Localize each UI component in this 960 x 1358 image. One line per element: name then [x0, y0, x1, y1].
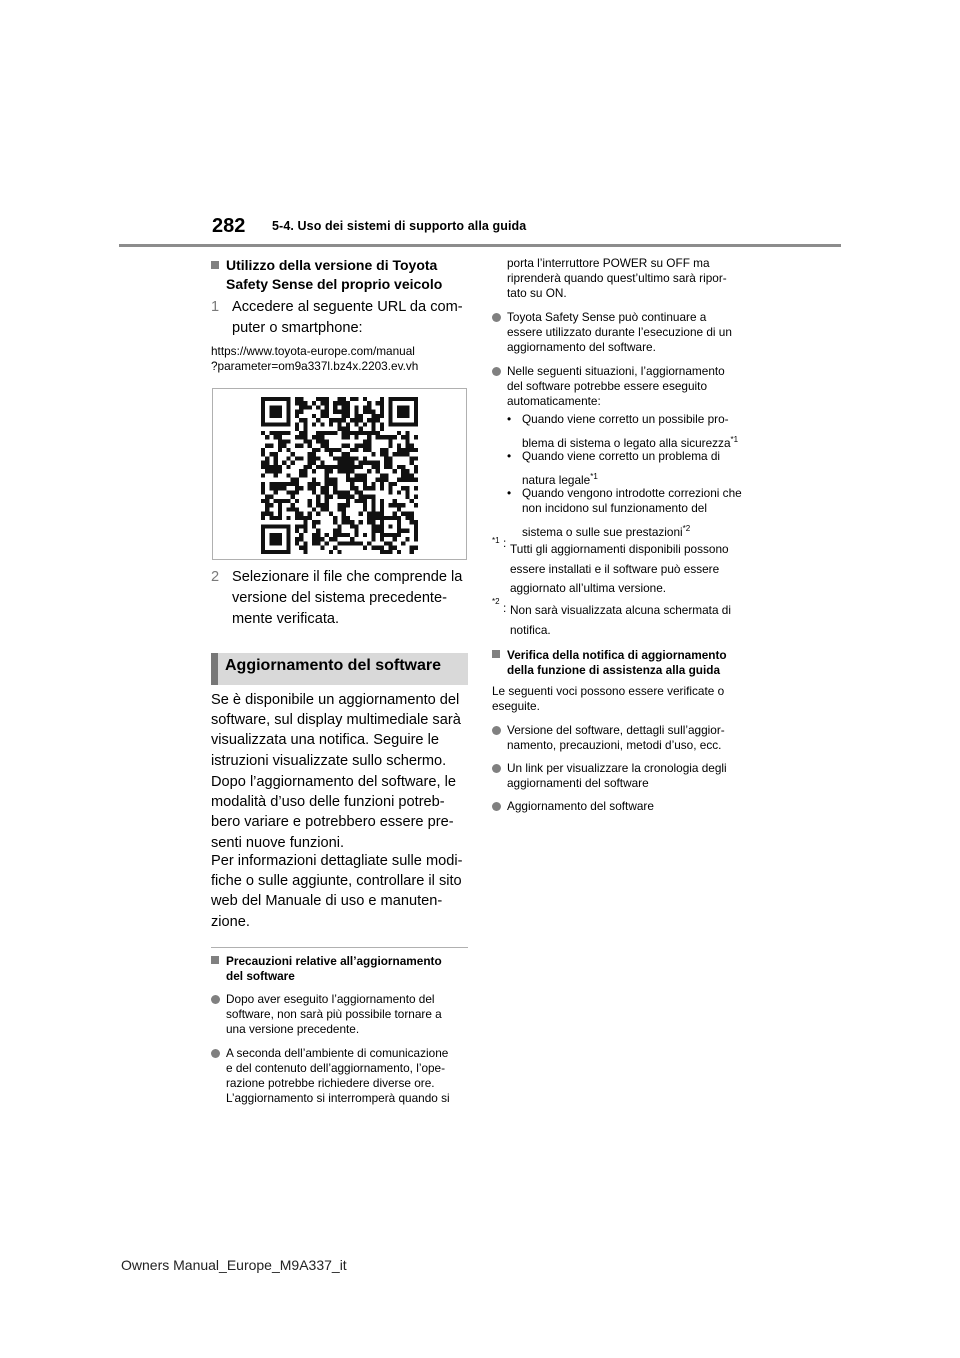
continued-text	[507, 256, 727, 301]
text-line: L’aggiornamento si interromperà quando si	[226, 1091, 450, 1105]
text-line: porta l’interruttore POWER su OFF ma	[507, 256, 710, 270]
url-line: https://www.toyota-europe.com/manual	[211, 344, 415, 358]
footnote-mark: *1	[492, 536, 500, 545]
step-text: puter o smartphone:	[232, 320, 363, 336]
text-line: tato su ON.	[507, 286, 567, 300]
text-line: istruzioni visualizzate sullo schermo.	[211, 752, 447, 769]
section-title: Aggiornamento del software	[225, 657, 442, 674]
verification-title	[492, 648, 727, 678]
paragraph-1	[211, 690, 461, 771]
square-bullet-icon	[211, 261, 219, 269]
text-line: Dopo aver eseguito l’aggiornamento del	[226, 992, 435, 1006]
paragraph-3	[211, 851, 462, 932]
manual-url[interactable]	[211, 344, 418, 374]
text-line: A seconda dell’ambiente di comunicazione	[226, 1046, 449, 1060]
text-line: Tutti gli aggiornamenti disponibili possono	[510, 542, 729, 556]
text-line: fiche o sulle aggiunte, controllare il sito	[211, 873, 462, 890]
text-line: notifica.	[510, 622, 551, 637]
block-title-line: Utilizzo della versione di Toyota	[226, 257, 438, 273]
bullet-dot-icon	[211, 1049, 220, 1058]
paragraph-2	[211, 772, 456, 853]
text-line: del software potrebbe essere eseguito	[507, 379, 708, 393]
bullet-dot-icon	[492, 313, 501, 322]
title-line: Verifica della notifica di aggiornamento	[507, 648, 727, 662]
footnote-ref: *1	[590, 472, 598, 481]
step-1	[211, 297, 463, 336]
text-line: riprenderà quando quest’ultimo sarà ripor-	[507, 271, 727, 285]
text-line: e del contenuto dell’aggiornamento, l’ope-	[226, 1061, 446, 1075]
text-line: eseguite.	[492, 699, 540, 713]
text-span: blema di sistema o legato alla sicurezza	[522, 435, 731, 450]
section-bar-edge	[211, 653, 218, 685]
text-line: web del Manuale di uso e manuten-	[211, 893, 443, 910]
text-line: bero variare e potrebbero essere pre-	[211, 814, 454, 831]
text-line: software, sul display multimediale sarà	[211, 712, 461, 729]
step-text: Accedere al seguente URL da com-	[232, 299, 463, 315]
step-text: versione del sistema precedente-	[232, 590, 447, 606]
step-text: Selezionare il file che comprende la	[232, 569, 463, 585]
block-title	[211, 256, 442, 294]
square-bullet-icon	[492, 650, 500, 658]
qr-code-frame	[212, 388, 467, 560]
text-line: Versione del software, dettagli sull’aggior-	[507, 723, 725, 737]
text-line: aggiornamenti del software	[507, 776, 649, 790]
footnote-mark: *2	[492, 597, 500, 606]
section-header: 5-4. Uso dei sistemi di supporto alla guida	[272, 219, 527, 233]
text-line: Se è disponibile un aggiornamento del	[211, 692, 460, 708]
text-line: senti nuove funzioni.	[211, 834, 345, 851]
sub-bullet: •	[507, 412, 512, 426]
page-number: 282	[212, 215, 246, 237]
text-line: Nelle seguenti situazioni, l’aggiornamento	[507, 364, 725, 378]
text-line: Quando vengono introdotte correzioni che	[522, 486, 742, 500]
text-line: Dopo l’aggiornamento del software, le	[211, 774, 456, 790]
bullet-dot-icon	[211, 995, 220, 1004]
title-line: della funzione di assistenza alla guida	[507, 663, 721, 677]
text-line: modalità d’uso delle funzioni potreb-	[211, 794, 445, 811]
title-line: del software	[226, 969, 295, 983]
text-line: automaticamente:	[507, 394, 601, 408]
square-bullet-icon	[211, 956, 219, 964]
text-line: non incidono sul funzionamento del	[522, 501, 707, 515]
step-2	[211, 567, 463, 627]
bullet-dot-icon	[492, 726, 501, 735]
verification-intro	[492, 684, 724, 714]
bullet-dot-icon	[492, 802, 501, 811]
text-line: aggiornato all’ultima versione.	[510, 581, 667, 595]
text-line: namento, precauzioni, metodi d’uso, ecc.	[507, 738, 722, 752]
sub-bullet: •	[507, 449, 512, 463]
footer-text: Owners Manual_Europe_M9A337_it	[121, 1257, 347, 1273]
bullet-dot-icon	[492, 764, 501, 773]
footnote-colon: :	[503, 601, 507, 615]
step-number: 2	[211, 569, 220, 585]
text-line: software, non sarà più possibile tornare a	[226, 1007, 442, 1021]
sub-bullet: •	[507, 486, 512, 500]
text-line: Quando viene corretto un problema di	[522, 449, 721, 463]
step-text: mente verificata.	[232, 611, 340, 627]
text-line: Non sarà visualizzata alcuna schermata di	[510, 603, 731, 617]
text-line: visualizzata una notifica. Seguire le	[211, 732, 439, 749]
text-line: zione.	[211, 913, 250, 930]
text-line: essere utilizzato durante l’esecuzione di un	[507, 325, 732, 339]
precautions-title	[211, 954, 442, 984]
qr-code-image	[261, 397, 418, 554]
text-line: Aggiornamento del software	[507, 799, 654, 813]
block-title-line: Safety Sense del proprio veicolo	[226, 276, 443, 292]
section-title-bar	[211, 653, 468, 685]
text-line: Le seguenti voci possono essere verificate o	[492, 684, 725, 698]
text-span: sistema o sulle sue prestazioni	[522, 524, 683, 539]
step-number: 1	[211, 299, 220, 315]
text-line: essere installati e il software può essere	[510, 561, 720, 576]
url-line: ?parameter=om9a337l.bz4x.2203.ev.vh	[211, 359, 419, 373]
text-line: Quando viene corretto un possibile pro-	[522, 412, 729, 426]
text-line: Toyota Safety Sense può continuare a	[507, 310, 707, 324]
text-line: aggiornamento del software.	[507, 340, 656, 354]
footnote-ref: *2	[682, 524, 691, 533]
header-rule	[119, 244, 841, 247]
footnote-ref: *1	[730, 435, 739, 444]
text-line: una versione precedente.	[226, 1022, 360, 1036]
text-line: Un link per visualizzare la cronologia degli	[507, 761, 727, 775]
text-line	[522, 521, 690, 540]
title-line: Precauzioni relative all’aggiornamento	[226, 954, 442, 968]
bullet-dot-icon	[492, 367, 501, 376]
divider	[211, 947, 468, 948]
text-line: Per informazioni dettagliate sulle modi-	[211, 853, 463, 869]
text-line: razione potrebbe richiedere diverse ore.	[226, 1076, 435, 1090]
footnote-colon: :	[503, 536, 507, 550]
text-span: natura legale	[522, 472, 591, 487]
